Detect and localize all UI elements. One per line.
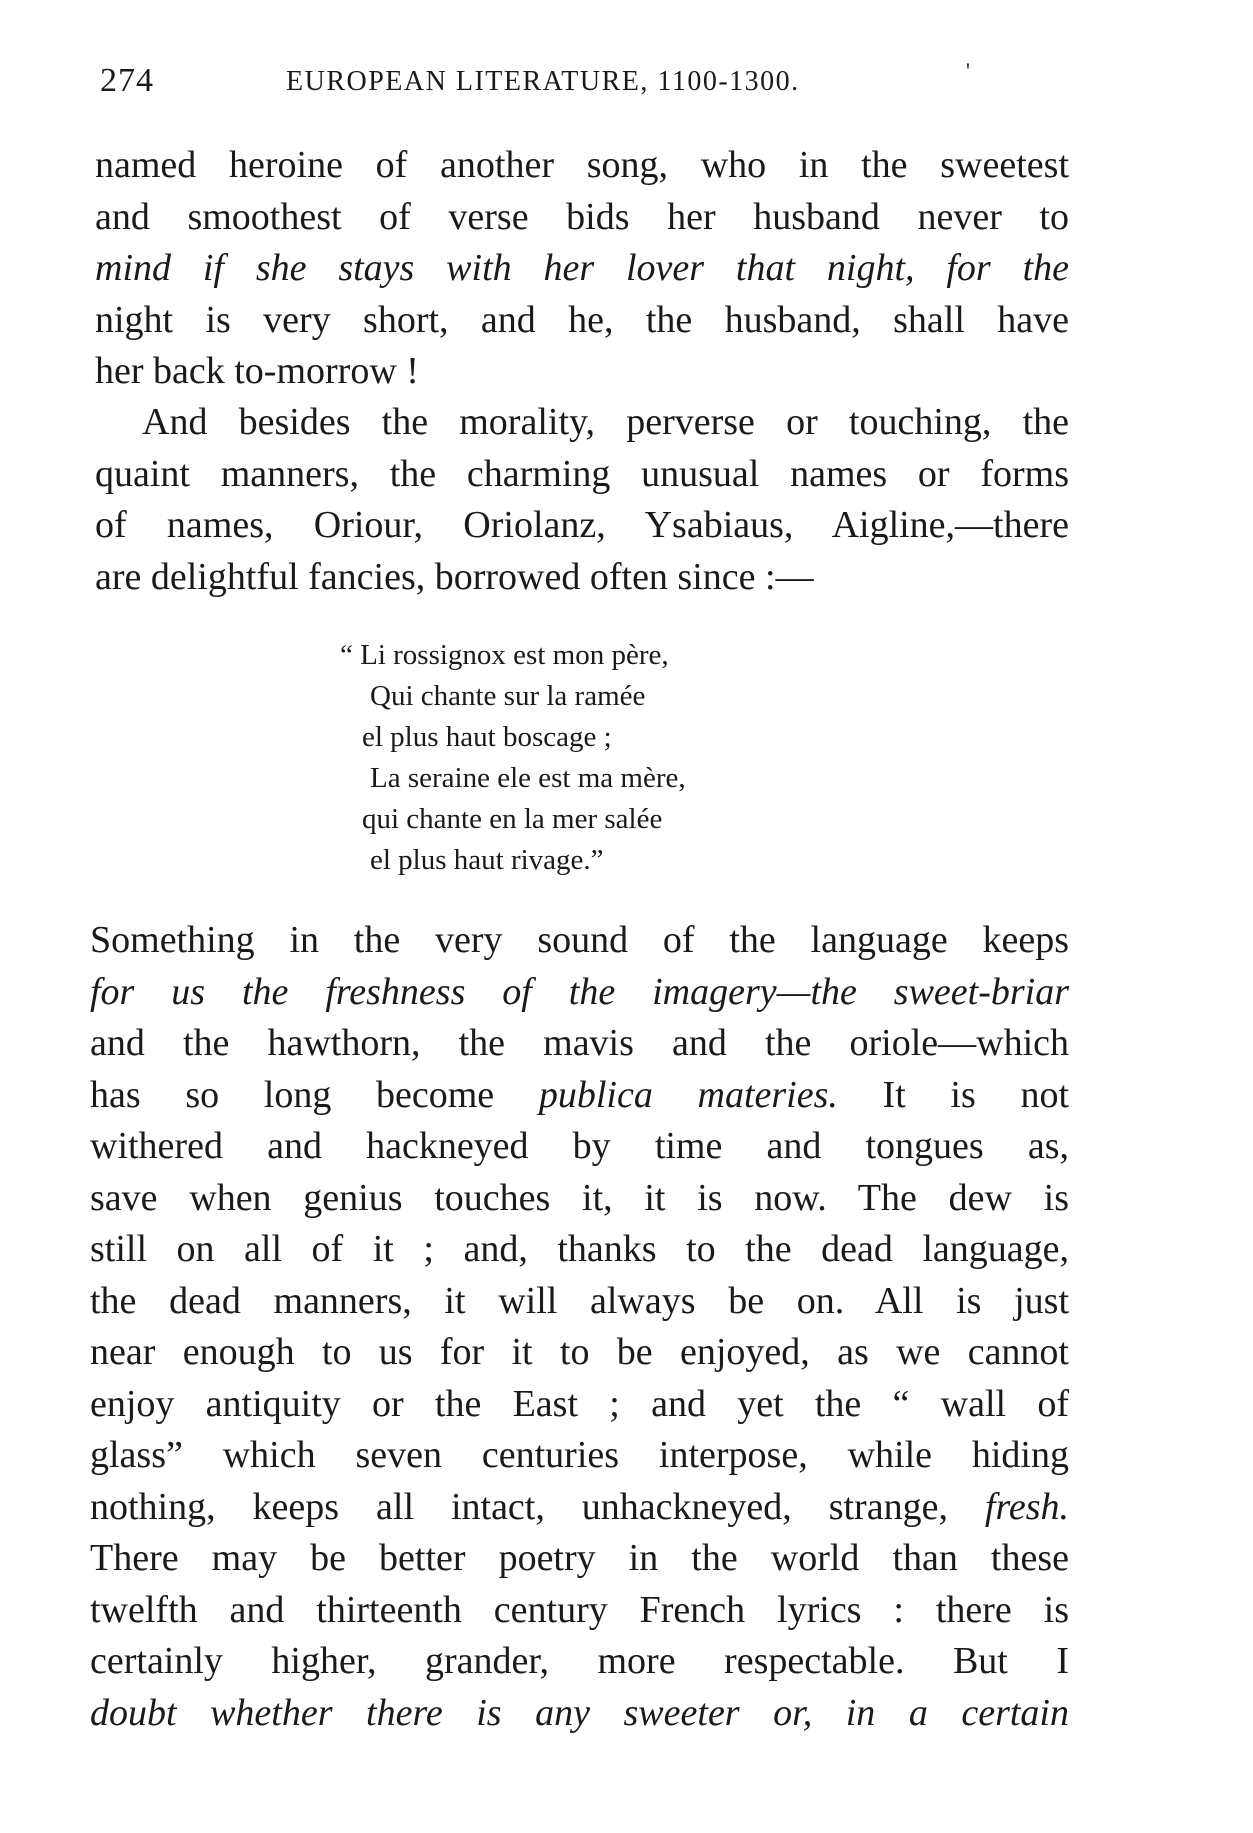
text-line xyxy=(90,1070,1069,1122)
text-line: and smoothest of verse bids her husband never to xyxy=(95,195,1069,238)
text-line: certainly higher, grander, more respectable. But I xyxy=(90,1640,1069,1682)
text-line: near enough to us for it to be enjoyed, as we cannot xyxy=(90,1331,1069,1373)
text-line: twelfth and thirteenth century French lyrics : there is xyxy=(90,1588,1069,1631)
verse-line: Qui chante sur la ramée xyxy=(370,680,646,712)
text-line: are delightful fancies, borrowed often since :— xyxy=(95,555,814,598)
text-line: still on all of it ; and, thanks to the dead language, xyxy=(90,1228,1069,1270)
verse-quotation xyxy=(340,635,686,881)
text-line: the dead manners, it will always be on. All is just xyxy=(90,1279,1069,1322)
verse-line: “ Li rossignox est mon père, xyxy=(340,639,669,671)
text-line: quaint manners, the charming unusual names or forms xyxy=(95,452,1069,495)
verse-line: La seraine ele est ma mère, xyxy=(370,762,686,794)
verse-line: qui chante en la mer salée xyxy=(362,803,663,835)
text-line: Something in the very sound of the language keeps xyxy=(90,919,1069,961)
running-title: EUROPEAN LITERATURE, 1100-1300. xyxy=(286,66,800,97)
text-line: And besides the morality, perverse or touching, the xyxy=(142,401,1069,443)
page-header xyxy=(100,58,1080,108)
page-number: 274 xyxy=(100,62,154,99)
text-line: enjoy antiquity or the East ; and yet the “ wall of xyxy=(90,1382,1069,1425)
text-line: withered and hackneyed by time and tongues as, xyxy=(90,1125,1069,1167)
text-line: night is very short, and he, the husband, shall have xyxy=(95,298,1069,341)
text-line: save when genius touches it, it is now. The dew is xyxy=(90,1176,1069,1219)
text-line: There may be better poetry in the world than these xyxy=(90,1537,1069,1579)
paragraph-1 xyxy=(95,140,1069,398)
text-line: and the hawthorn, the mavis and the oriole—which xyxy=(90,1022,1069,1064)
header-mark: ' xyxy=(966,58,971,83)
paragraph-2 xyxy=(95,397,1069,603)
text-segment: It is not xyxy=(837,1073,1069,1116)
text-line: glass” which seven centuries interpose, while hiding xyxy=(90,1434,1069,1476)
text-line xyxy=(90,1482,1069,1534)
paragraph-3 xyxy=(90,915,1069,1739)
text-line: doubt whether there is any sweeter or, in a certain xyxy=(90,1691,1069,1734)
italic-phrase: fresh. xyxy=(984,1485,1069,1528)
text-segment: nothing, keeps all intact, unhackneyed, strange, xyxy=(90,1485,985,1528)
verse-line: el plus haut boscage ; xyxy=(362,721,612,753)
verse-line: el plus haut rivage.” xyxy=(370,844,604,876)
italic-phrase: publica materies. xyxy=(538,1073,838,1116)
text-line: mind if she stays with her lover that night, for the xyxy=(95,247,1069,289)
text-line: her back to-morrow ! xyxy=(95,350,419,392)
text-line: named heroine of another song, who in the sweetest xyxy=(95,144,1069,186)
text-line: of names, Oriour, Oriolanz, Ysabiaus, Aigline,—there xyxy=(95,504,1069,546)
text-segment: has so long become xyxy=(90,1073,539,1116)
text-line: for us the freshness of the imagery—the sweet-briar xyxy=(90,970,1069,1013)
